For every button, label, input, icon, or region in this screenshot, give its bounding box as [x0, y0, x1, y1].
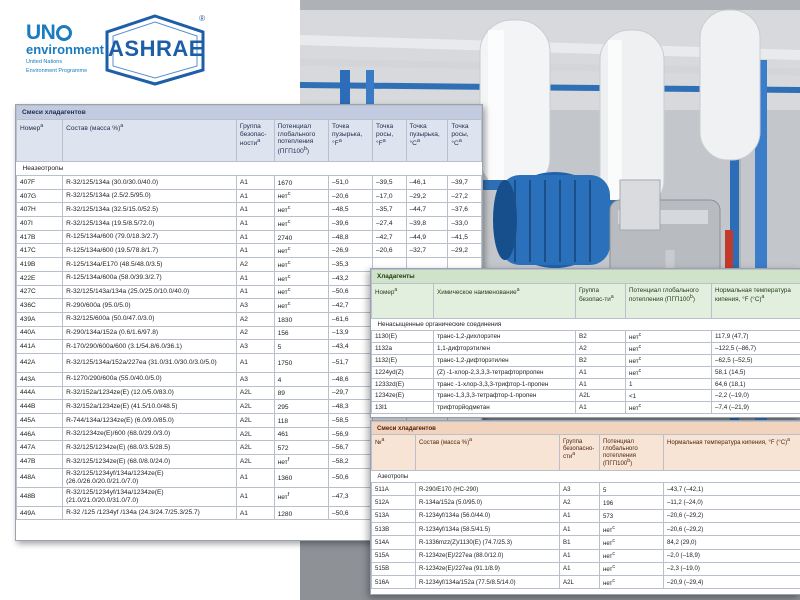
cell-composition: R-290/600a (95.0/5.0) — [63, 299, 237, 313]
unep-logo-subtitle-1: United Nations — [26, 59, 63, 65]
cell-composition: R-32/125/134a (32.5/15.0/52.5) — [63, 203, 237, 217]
cell-gwp: 1360 — [274, 468, 328, 487]
cell-gwp: 1670 — [274, 176, 328, 190]
cell-gwp: 4 — [274, 372, 328, 386]
cell-bubble-f: –51,0 — [329, 176, 373, 190]
cell-number: 443A — [17, 372, 63, 386]
cell-number: 444A — [17, 386, 63, 400]
cell-bubble-c: –46,1 — [406, 176, 448, 190]
cell-bubble-f: –61,6 — [329, 312, 373, 326]
cell-gwp: нет$^c$ — [274, 285, 328, 299]
cell-gwp: нет$^c$ — [600, 549, 664, 562]
cell-number: 439A — [17, 312, 63, 326]
cell-dew-c: –27,2 — [448, 189, 482, 203]
cell-gwp: нет$^f$ — [274, 455, 328, 469]
cell-safety-group: A2L — [236, 400, 274, 414]
cell-composition: R-1270/290/600a (55.0/40.0/5.0) — [63, 372, 237, 386]
cell-chemical-name: транс-1,3,3,3-тетрафтор-1-пропен — [434, 390, 576, 402]
cell-number: 441A — [17, 340, 63, 354]
cell-safety-group: A2 — [236, 312, 274, 326]
table-row — [372, 342, 800, 354]
cell-dew-f: –17,0 — [373, 189, 407, 203]
cell-bubble-f: –26,9 — [329, 244, 373, 258]
cell-bubble-c: –32,7 — [406, 244, 448, 258]
col-gwp: Потенциал глобального потепления (ПГП100$^b$) — [626, 284, 712, 319]
cell-safety-group: A1 — [576, 366, 626, 378]
ashrae-logo — [103, 14, 207, 86]
cell-safety-group: A1 — [236, 217, 274, 231]
table-row — [372, 483, 800, 496]
cell-composition: R-125/134a/600 (19.5/78.8/1.7) — [63, 244, 237, 258]
cell-gwp: 5 — [600, 483, 664, 496]
cell-bubble-f: –58,5 — [329, 414, 373, 428]
cell-gwp: нет$^c$ — [274, 271, 328, 285]
cell-bubble-f: –42,7 — [329, 299, 373, 313]
cell-composition: R-32/125/1234yf/134a/1234ze(E) (21.0/21.0/20.0/31.0/7.0) — [63, 487, 237, 506]
cell-bubble-f: –39,6 — [329, 217, 373, 231]
cell-bubble-f: –48,6 — [329, 372, 373, 386]
cell-safety-group: A1 — [236, 353, 274, 372]
col-dew-f: Точка росы, $^\circ F^a$ — [373, 120, 407, 162]
mixtures-table-header — [17, 120, 482, 162]
cell-number: 445A — [17, 414, 63, 428]
cell-safety-group: A2L — [576, 390, 626, 402]
table-row — [372, 576, 800, 589]
cell-chemical-name: (Z) -1-хлор-2,3,3,3-тетрафторпропен — [434, 366, 576, 378]
cell-safety-group: A2 — [236, 326, 274, 340]
cell-chemical-name: 1,1-дифторэтилен — [434, 342, 576, 354]
cell-number: 419B — [17, 258, 63, 272]
cell-gwp: 1750 — [274, 353, 328, 372]
cell-dew-c: –37,6 — [448, 203, 482, 217]
cell-bubble-f: –43,4 — [329, 340, 373, 354]
cell-number: 513A — [372, 509, 416, 522]
table-row — [17, 230, 482, 244]
cell-dew-f: –39,5 — [373, 176, 407, 190]
table-row — [372, 390, 800, 402]
col-composition: Состав (масса %)$^a$ — [416, 435, 560, 471]
azeotropes-table-header — [372, 435, 800, 471]
cell-safety-group: B1 — [560, 536, 600, 549]
cell-chemical-name: транс-1,2-дифторэтилен — [434, 354, 576, 366]
cell-safety-group: A3 — [236, 372, 274, 386]
table-row — [372, 522, 800, 535]
mixtures-table-title: Смеси хладагентов — [17, 106, 482, 120]
cell-number: 407I — [17, 217, 63, 231]
cell-bubble-f: –58,2 — [329, 455, 373, 469]
cell-gwp: нет$^c$ — [600, 522, 664, 535]
cell-bubble-c: –29,2 — [406, 189, 448, 203]
cell-gwp: нет$^c$ — [600, 562, 664, 575]
col-safety-group: Группа безопас-$ти^a$ — [576, 284, 626, 319]
section-row — [372, 471, 800, 483]
cell-safety-group: A2 — [576, 342, 626, 354]
cell-composition: R-134a/152a (5.0/95.0) — [416, 496, 560, 509]
cell-dew-f: –35,7 — [373, 203, 407, 217]
cell-gwp: нет$^c$ — [626, 342, 712, 354]
cell-composition: R-744/134a/1234ze(E) (6.0/9.0/85.0) — [63, 414, 237, 428]
cell-gwp: 461 — [274, 427, 328, 441]
cell-number: 511A — [372, 483, 416, 496]
cell-number: 1132(E) — [372, 354, 434, 366]
cell-number: 436C — [17, 299, 63, 313]
cell-boiling-point: –11,2 (–24,0) — [664, 496, 800, 509]
cell-chemical-name: трифторйодметан — [434, 402, 576, 414]
cell-number: 13I1 — [372, 402, 434, 414]
cell-gwp: нет$^c$ — [274, 258, 328, 272]
table-row — [17, 203, 482, 217]
col-chemical-name: Химическое наименование$^a$ — [434, 284, 576, 319]
cell-safety-group: A2L — [236, 441, 274, 455]
cell-safety-group: A1 — [576, 378, 626, 390]
cell-dew-c: –39,7 — [448, 176, 482, 190]
cell-composition: R-32/125/134a/152a/227ea (31.0/31.0/30.0/3.0/5.0) — [63, 353, 237, 372]
section-row — [17, 162, 482, 176]
cell-boiling-point: 117,9 (47,7) — [712, 331, 800, 343]
cell-gwp: нет$^c$ — [274, 217, 328, 231]
cell-gwp: 196 — [600, 496, 664, 509]
cell-dew-f: –42,7 — [373, 230, 407, 244]
cell-bubble-f: –56,7 — [329, 441, 373, 455]
cell-composition: R-32/125/1234ze(E) (68.0/3.5/28.5) — [63, 441, 237, 455]
cell-number: 417B — [17, 230, 63, 244]
cell-gwp: нет$^f$ — [274, 487, 328, 506]
cell-composition: R-32 /125 /1234yf /134a (24.3/24.7/25.3/25.7) — [63, 506, 237, 520]
cell-safety-group: A3 — [236, 299, 274, 313]
cell-safety-group: A1 — [560, 549, 600, 562]
cell-gwp: 1280 — [274, 506, 328, 520]
unep-logo-subtitle-2: Environment Programme — [26, 67, 88, 74]
cell-bubble-c: –39,8 — [406, 217, 448, 231]
col-safety-group: Группа безопасно-сти$^a$ — [560, 435, 600, 471]
cell-composition: R-125/134a/E170 (48.5/48.0/3.5) — [63, 258, 237, 272]
cell-gwp: нет$^c$ — [626, 331, 712, 343]
cell-safety-group: A3 — [560, 483, 600, 496]
ashrae-logo-text: ASHRAE — [108, 36, 204, 61]
cell-dew-c: –29,2 — [448, 244, 482, 258]
registered-mark: ® — [199, 14, 205, 23]
cell-safety-group: A1 — [236, 506, 274, 520]
cell-gwp: нет$^c$ — [274, 299, 328, 313]
cell-bubble-f: –48,8 — [329, 230, 373, 244]
cell-safety-group: A1 — [236, 271, 274, 285]
section-label: Азеотропы — [372, 471, 800, 483]
cell-composition: R-32/125/143a/134a (25.0/25.0/10.0/40.0) — [63, 285, 237, 299]
cell-boiling-point: –2,2 (–19,0) — [712, 390, 800, 402]
cell-number: 513B — [372, 522, 416, 535]
cell-dew-c: –41,5 — [448, 230, 482, 244]
cell-gwp: 5 — [274, 340, 328, 354]
cell-gwp: 156 — [274, 326, 328, 340]
cell-gwp: <1 — [626, 390, 712, 402]
cell-safety-group: A2L — [560, 576, 600, 589]
cell-safety-group: A1 — [236, 285, 274, 299]
col-dew-c: Точка росы, $^\circ C^a$ — [448, 120, 482, 162]
cell-chemical-name: транс-1,2-дихлорэтен — [434, 331, 576, 343]
cell-safety-group: A2 — [236, 258, 274, 272]
table-row — [372, 331, 800, 343]
unep-logo-environment: environment — [26, 42, 105, 57]
cell-boiling-point: 58,1 (14,5) — [712, 366, 800, 378]
cell-number: 417C — [17, 244, 63, 258]
cell-gwp: 573 — [600, 509, 664, 522]
col-number: №$^a$ — [372, 435, 416, 471]
table-row — [372, 536, 800, 549]
cell-composition: R-32/125/1234ze(E) (68.0/8.0/24.0) — [63, 455, 237, 469]
cell-dew-f: –27,4 — [373, 217, 407, 231]
cell-gwp: нет$^c$ — [274, 203, 328, 217]
cell-number: 427C — [17, 285, 63, 299]
cell-safety-group: A2L — [236, 414, 274, 428]
cell-boiling-point: –7,4 (–21,9) — [712, 402, 800, 414]
refrigerants-table — [371, 269, 800, 414]
cell-chemical-name: транс -1-хлор-3,3,3-трифтор-1-пропен — [434, 378, 576, 390]
cell-safety-group: A2L — [236, 455, 274, 469]
globe-icon — [56, 25, 72, 41]
cell-safety-group: B2 — [576, 331, 626, 343]
cell-composition: R-1336mzz(Z)/1130(E) (74.7/25.3) — [416, 536, 560, 549]
cell-number: 440A — [17, 326, 63, 340]
cell-safety-group: A1 — [560, 509, 600, 522]
col-gwp: Потенциал глобального потепления (ПГП100$^b$) — [600, 435, 664, 471]
cell-boiling-point: –43,7 (–42,1) — [664, 483, 800, 496]
cell-dew-c: –33,0 — [448, 217, 482, 231]
cell-composition: R-1234yf/134a/152a (77.5/8.5/14.0) — [416, 576, 560, 589]
cell-safety-group: B2 — [576, 354, 626, 366]
table-row — [372, 562, 800, 575]
col-bubble-f: Точка пузырька, $^\circ F^a$ — [329, 120, 373, 162]
cell-composition: R-32/152a/1234ze(E) (12.0/5.0/83.0) — [63, 386, 237, 400]
cell-number: 449A — [17, 506, 63, 520]
col-number: Номер$^a$ — [17, 120, 63, 162]
cell-boiling-point: –62,5 (–52,5) — [712, 354, 800, 366]
col-boiling-point: Нормальная температура кипения, °F $(^\circ C)^a$ — [712, 284, 800, 319]
cell-composition: R-32/152a/1234ze(E) (41.5/10.0/48.5) — [63, 400, 237, 414]
table-row — [372, 496, 800, 509]
cell-number: 1233zd(E) — [372, 378, 434, 390]
cell-gwp: 1 — [626, 378, 712, 390]
cell-safety-group: A2L — [236, 427, 274, 441]
cell-composition: R-1234ze(E)/227ea (91.1/8.9) — [416, 562, 560, 575]
cell-number: 515B — [372, 562, 416, 575]
col-composition: Состав (масса %)$^a$ — [63, 120, 237, 162]
cell-boiling-point: 64,6 (18,1) — [712, 378, 800, 390]
cell-composition: R-32/125/134a (19.5/8.5/72.0) — [63, 217, 237, 231]
cell-bubble-f: –51,7 — [329, 353, 373, 372]
table-row — [17, 176, 482, 190]
table-row — [372, 366, 800, 378]
cell-number: 447B — [17, 455, 63, 469]
cell-bubble-c: –44,9 — [406, 230, 448, 244]
cell-composition: R-32/1234ze(E)/600 (68.0/29.0/3.0) — [63, 427, 237, 441]
cell-number: 448B — [17, 487, 63, 506]
cell-boiling-point: –2,3 (–19,0) — [664, 562, 800, 575]
cell-number: 448A — [17, 468, 63, 487]
cell-boiling-point: –20,9 (–29,4) — [664, 576, 800, 589]
cell-number: 442A — [17, 353, 63, 372]
cell-composition: R-125/134a/600 (79.0/18.3/2.7) — [63, 230, 237, 244]
cell-number: 407H — [17, 203, 63, 217]
cell-safety-group: A3 — [236, 340, 274, 354]
cell-number: 422E — [17, 271, 63, 285]
cell-gwp: 89 — [274, 386, 328, 400]
cell-safety-group: A1 — [236, 468, 274, 487]
cell-boiling-point: –2,0 (–18,9) — [664, 549, 800, 562]
cell-boiling-point: –122,5 (–86,7) — [712, 342, 800, 354]
cell-composition: R-290/E170 (HC-290) — [416, 483, 560, 496]
col-safety-group: Группа безопас-ности$^a$ — [236, 120, 274, 162]
cell-gwp: нет$^c$ — [626, 402, 712, 414]
cell-boiling-point: 84,2 (29,0) — [664, 536, 800, 549]
cell-safety-group: A1 — [560, 522, 600, 535]
cell-bubble-f: –43,2 — [329, 271, 373, 285]
cell-composition: R-1234ze(E)/227ea (88.0/12.0) — [416, 549, 560, 562]
cell-composition: R-32/125/1234yf/134a/1234ze(E) (26.0/26.0/20.0/21.0/7.0) — [63, 468, 237, 487]
cell-number: 514A — [372, 536, 416, 549]
unep-logo-un: UN — [26, 21, 56, 44]
table-row — [17, 217, 482, 231]
cell-composition: R-32/125/600a (50.0/47.0/3.0) — [63, 312, 237, 326]
cell-number: 1130(E) — [372, 331, 434, 343]
refrigerants-table-card — [370, 268, 800, 418]
section-row — [372, 319, 800, 331]
cell-number: 512A — [372, 496, 416, 509]
cell-gwp: нет$^c$ — [600, 536, 664, 549]
cell-gwp: 2740 — [274, 230, 328, 244]
cell-composition: R-1234yf/134a (58.5/41.5) — [416, 522, 560, 535]
cell-bubble-f: –13,9 — [329, 326, 373, 340]
cell-gwp: нет$^c$ — [274, 189, 328, 203]
cell-composition: R-290/134a/152a (0.6/1.6/97.8) — [63, 326, 237, 340]
table-row — [372, 509, 800, 522]
cell-safety-group: A1 — [236, 487, 274, 506]
cell-bubble-f: –56,9 — [329, 427, 373, 441]
cell-composition: R-125/134a/600a (58.0/39.3/2.7) — [63, 271, 237, 285]
cell-number: 515A — [372, 549, 416, 562]
cell-bubble-c: –44,7 — [406, 203, 448, 217]
cell-safety-group: A2L — [236, 386, 274, 400]
cell-bubble-f: –50,6 — [329, 285, 373, 299]
cell-boiling-point: –20,6 (–29,2) — [664, 522, 800, 535]
cell-bubble-f: –47,3 — [329, 487, 373, 506]
col-number: Номер$^a$ — [372, 284, 434, 319]
cell-safety-group: A1 — [236, 244, 274, 258]
col-bubble-c: Точка пузырька, $^\circ C^a$ — [406, 120, 448, 162]
table-row — [372, 549, 800, 562]
cell-gwp: 1830 — [274, 312, 328, 326]
refrigerants-table-header — [372, 284, 800, 319]
cell-composition: R-170/290/600a/600 (3.1/54.8/6.0/36.1) — [63, 340, 237, 354]
cell-number: 447A — [17, 441, 63, 455]
cell-bubble-f: –48,3 — [329, 400, 373, 414]
cell-bubble-f: –50,6 — [329, 506, 373, 520]
cell-bubble-f: –50,6 — [329, 468, 373, 487]
cell-number: 407F — [17, 176, 63, 190]
cell-gwp: нет$^c$ — [626, 366, 712, 378]
cell-safety-group: A1 — [236, 230, 274, 244]
table-row — [17, 189, 482, 203]
cell-safety-group: A1 — [236, 203, 274, 217]
cell-composition: R-1234yf/134a (56.0/44.0) — [416, 509, 560, 522]
cell-gwp: нет$^c$ — [626, 354, 712, 366]
cell-bubble-f: –29,7 — [329, 386, 373, 400]
cell-bubble-f: –48,5 — [329, 203, 373, 217]
cell-dew-f: –20,6 — [373, 244, 407, 258]
table-row — [372, 378, 800, 390]
cell-safety-group: A1 — [560, 562, 600, 575]
cell-number: 444B — [17, 400, 63, 414]
cell-gwp: нет$^c$ — [600, 576, 664, 589]
cell-safety-group: A2 — [560, 496, 600, 509]
col-gwp: Потенциал глобального потепления (ПГП100$^b$) — [274, 120, 328, 162]
cell-gwp: 295 — [274, 400, 328, 414]
cell-safety-group: A1 — [236, 189, 274, 203]
cell-gwp: 572 — [274, 441, 328, 455]
cell-bubble-f: –35,3 — [329, 258, 373, 272]
table-row — [372, 354, 800, 366]
azeotropes-table-card — [370, 420, 800, 595]
cell-composition: R-32/125/134a (30.0/30.0/40.0) — [63, 176, 237, 190]
cell-safety-group: A1 — [576, 402, 626, 414]
cell-boiling-point: –20,6 (–29,2) — [664, 509, 800, 522]
table-row — [17, 244, 482, 258]
col-boiling-point: Нормальная температура кипения, °F $(^\circ C)^a$ — [664, 435, 800, 471]
cell-number: 516A — [372, 576, 416, 589]
cell-number: 1132a — [372, 342, 434, 354]
table-row — [372, 402, 800, 414]
cell-number: 446A — [17, 427, 63, 441]
cell-number: 1224yd(Z) — [372, 366, 434, 378]
section-label: Неазеотропы — [17, 162, 482, 176]
cell-number: 407G — [17, 189, 63, 203]
azeotropes-table — [371, 421, 800, 589]
cell-composition: R-32/125/134a (2.5/2.5/95.0) — [63, 189, 237, 203]
azeotropes-table-title: Смеси хладагентов — [372, 422, 800, 435]
cell-gwp: 118 — [274, 414, 328, 428]
cell-number: 1234ze(E) — [372, 390, 434, 402]
cell-gwp: нет$^c$ — [274, 244, 328, 258]
section-label: Ненасыщенные органические соединения — [372, 319, 800, 331]
cell-safety-group: A1 — [236, 176, 274, 190]
refrigerants-table-title: Хладагенты — [372, 270, 800, 284]
cell-bubble-f: –20,6 — [329, 189, 373, 203]
